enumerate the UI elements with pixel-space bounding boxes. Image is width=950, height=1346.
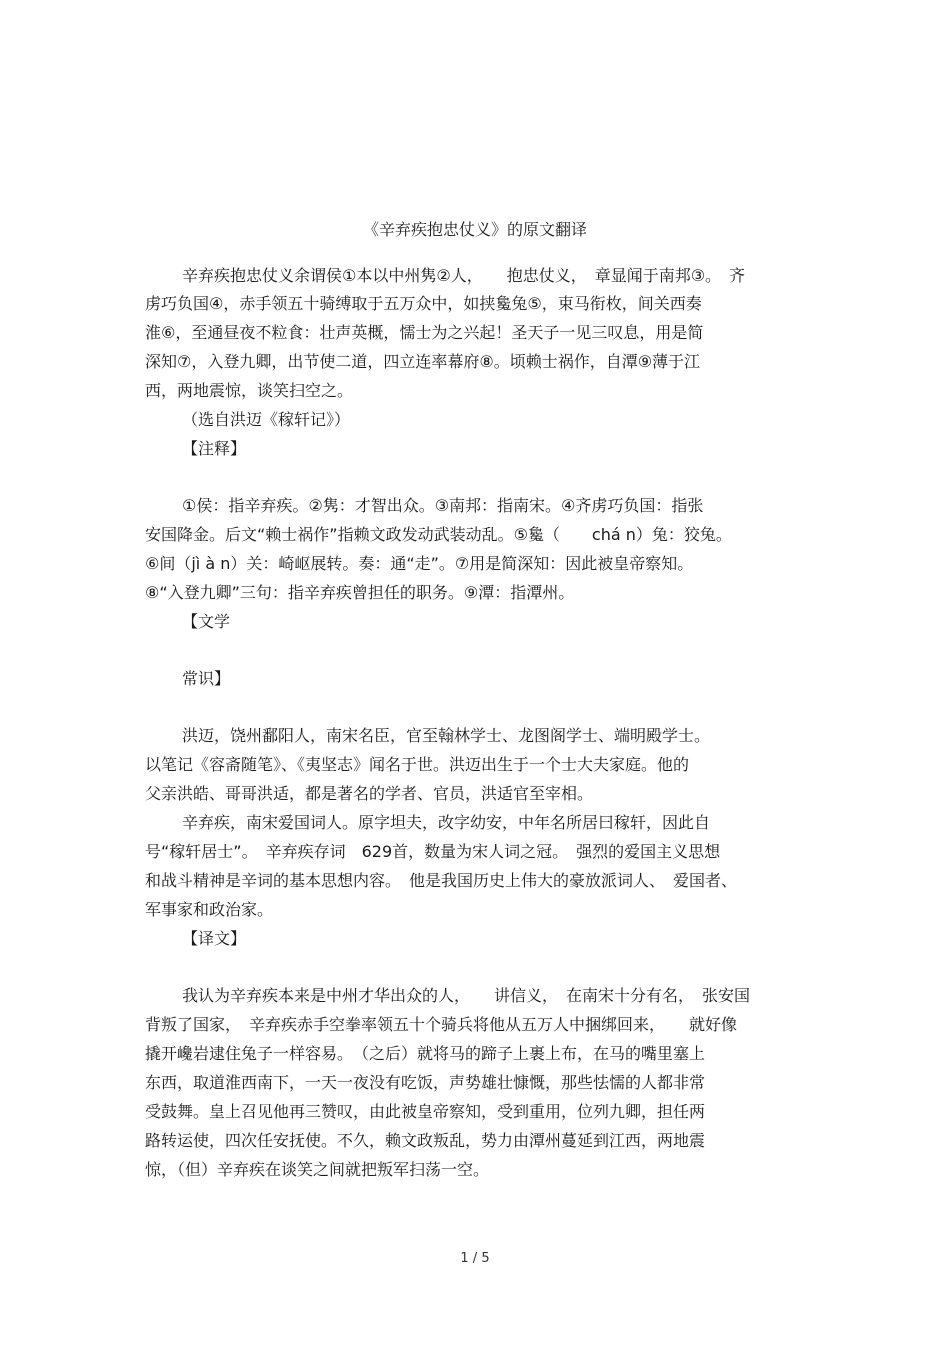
literature-line: 父亲洪皓、哥哥洪适，都是著名的学者、官员，洪适官至宰相。 [145, 784, 594, 803]
literature-line: 号“稼轩居士”。 辛弃疾存词 629首，数量为宋人词之冠。 强烈的爱国主义思想 [145, 842, 721, 861]
translation-line: 我认为辛弃疾本来是中州才华出众的人， 讲信义， 在南宋十分有名， 张安国 [182, 986, 751, 1005]
original-line: 辛弃疾抱忠仗义余谓侯①本以中州隽②人， 抱忠仗义， 章显闻于南邦③。 齐 [182, 266, 746, 285]
notes-line: ①侯：指辛弃疾。②隽：才智出众。③南邦：指南宋。④齐虏巧负国：指张 [182, 496, 704, 515]
notes-heading: 【注释】 [182, 439, 247, 458]
literature-line: 辛弃疾，南宋爱国词人。原字坦夫，改字幼安，中年名所居曰稼轩，因此自 [182, 813, 711, 832]
notes-line: ⑧“入登九卿”三句：指辛弃疾曾担任的职务。⑨潭：指潭州。 [145, 583, 575, 602]
original-line: 淮⑥，至通昼夜不粒食：壮声英概，懦士为之兴起！圣天子一见三叹息，用是简 [145, 323, 704, 342]
translation-line: 东西，取道淮西南下，一天一夜没有吃饭，声势雄壮慷慨，那些怯懦的人都非常 [145, 1073, 706, 1092]
original-line: 深知⑦，入登九卿，出节使二道，四立连率幕府⑧。顷赖士祸作，自潭⑨薄于江 [145, 352, 701, 371]
source-citation: （选自洪迈《稼轩记》） [182, 410, 351, 429]
literature-line: 洪迈，饶州鄱阳人，南宋名臣，官至翰林学士、龙图阁学士、端明殿学士。 [182, 726, 711, 745]
document-title: 《辛弃疾抱忠仗义》的原文翻译 [362, 220, 587, 239]
original-line: 西，两地震惊，谈笑扫空之。 [145, 381, 354, 400]
translation-line: 受鼓舞。皇上召见他再三赞叹，由此被皇帝察知，受到重用，位列九卿，担任两 [145, 1102, 706, 1121]
translation-line: 惊，（但）辛弃疾在谈笑之间就把叛军扫荡一空。 [145, 1160, 490, 1179]
literature-heading: 【文学 [182, 612, 231, 631]
notes-line: ⑥间（jì à n）关：崎岖展转。奏：通“走”。⑦用是简深知：因此被皇帝察知。 [145, 554, 694, 573]
translation-heading: 【译文】 [182, 929, 247, 948]
translation-line: 路转运使，四次任安抚使。不久，赖文政叛乱，势力由潭州蔓延到江西，两地震 [145, 1131, 706, 1150]
literature-line: 和战斗精神是辛词的基本思想内容。 他是我国历史上伟大的豪放派词人、 爱国者、 [145, 871, 738, 890]
notes-line: 安国降金。后文“赖士祸作”指赖文政发动武装动乱。⑤毚（ chá n）兔：狡兔。 [145, 525, 732, 544]
literature-line: 军事家和政治家。 [145, 900, 274, 919]
literature-heading-continued: 常识】 [182, 669, 231, 688]
translation-line: 背叛了国家， 辛弃疾赤手空拳率领五十个骑兵将他从五万人中捆绑回来， 就好像 [145, 1015, 738, 1034]
literature-line: 以笔记《容斋随笔》、《夷坚志》闻名于世。洪迈出生于一个士大夫家庭。他的 [145, 755, 690, 774]
translation-line: 撬开巉岩逮住兔子一样容易。 （之后）就将马的蹄子上裹上布，在马的嘴里塞上 [145, 1044, 706, 1063]
original-line: 虏巧负国④，赤手领五十骑缚取于五万众中，如挟毚兔⑤，束马衔枚，间关西奏 [145, 294, 702, 313]
page-number: 1 / 5 [460, 1251, 490, 1266]
